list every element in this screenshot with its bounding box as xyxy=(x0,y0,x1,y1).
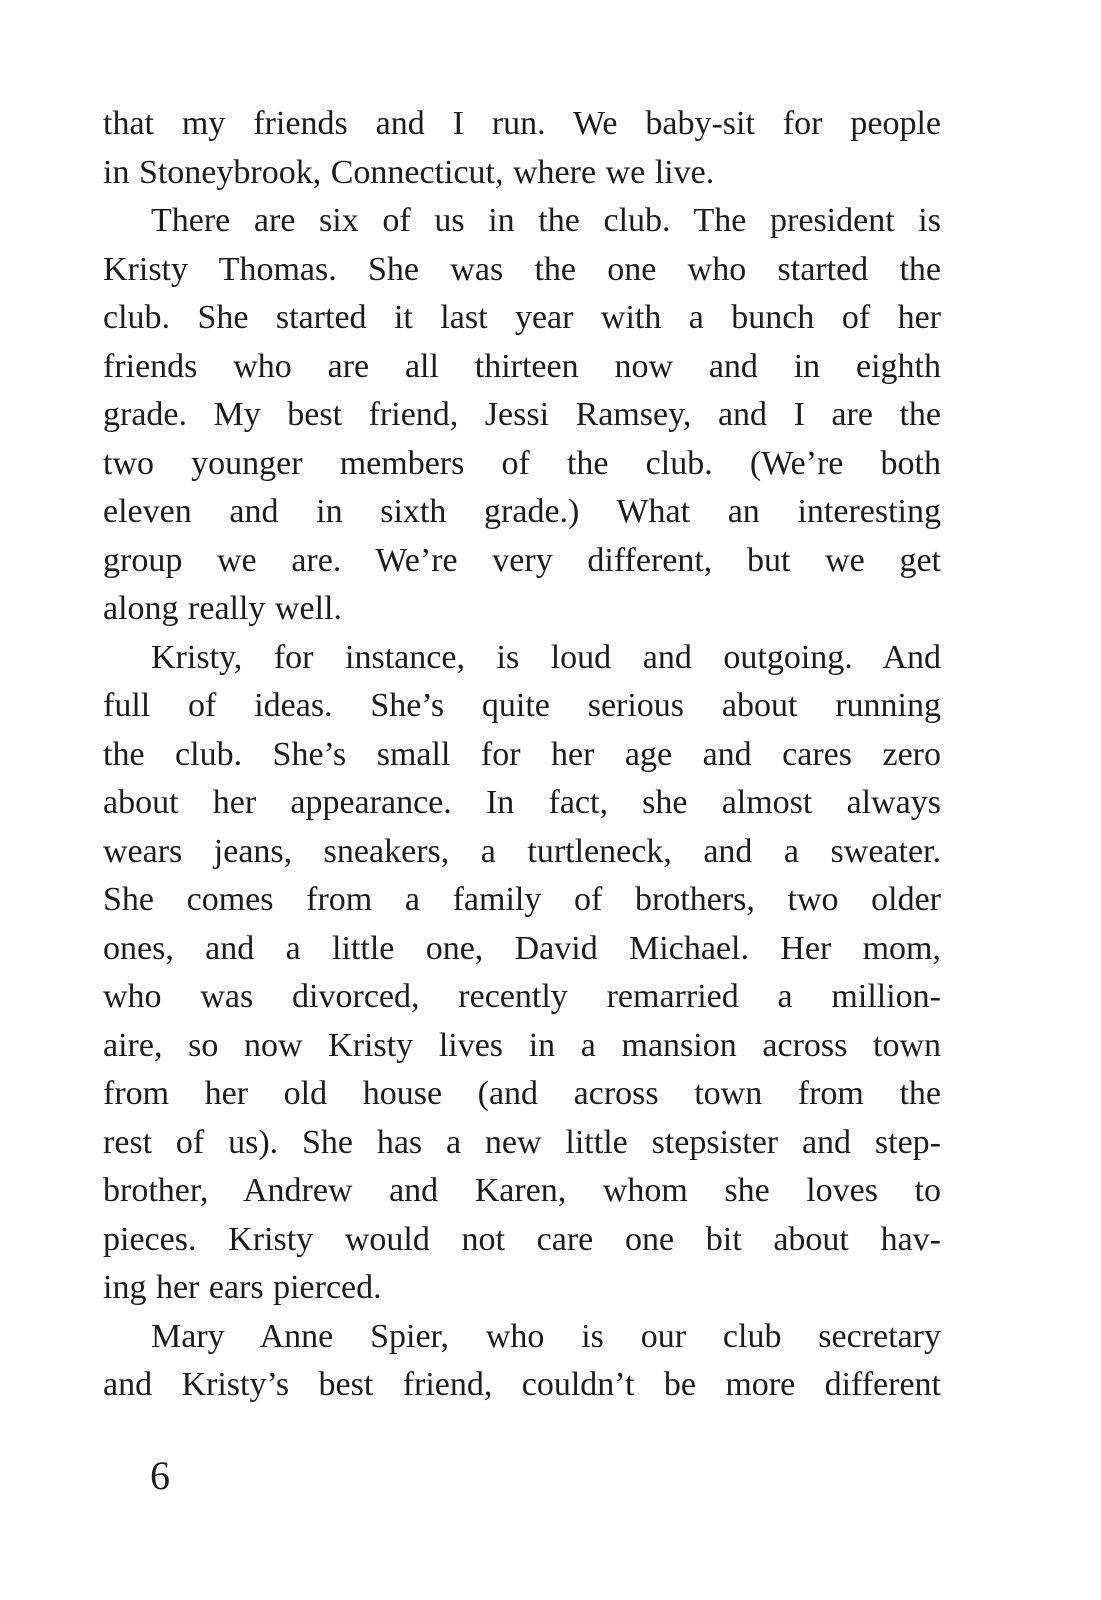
text-line: grade. My best friend, Jessi Ramsey, and I are the xyxy=(103,396,941,433)
text-line: the club. She’s small for her age and cares zero xyxy=(103,735,941,773)
text-line: from her old house (and across town from the xyxy=(103,1075,941,1112)
text-line: brother, Andrew and Karen, whom she loves to xyxy=(103,1172,941,1209)
paragraph xyxy=(103,197,941,634)
text-line: Mary Anne Spier, who is our club secretary xyxy=(151,1317,941,1355)
text-line: ing her ears pierced. xyxy=(103,1269,382,1306)
text-line: Kristy, for instance, is loud and outgoing. And xyxy=(151,638,941,676)
text-line: along really well. xyxy=(103,590,342,627)
text-line: rest of us). She has a new little stepsister and step- xyxy=(103,1123,941,1161)
text-line: ones, and a little one, David Michael. Her mom, xyxy=(103,929,941,967)
text-line: that my friends and I run. We baby-sit for people xyxy=(103,105,941,142)
text-line: and Kristy’s best friend, couldn’t be more different xyxy=(103,1366,941,1403)
text-line: aire, so now Kristy lives in a mansion across town xyxy=(103,1026,941,1064)
text-line: friends who are all thirteen now and in eighth xyxy=(103,347,941,385)
text-line: two younger members of the club. (We’re both xyxy=(103,444,941,482)
text-line: wears jeans, sneakers, a turtleneck, and a sweater. xyxy=(103,832,941,870)
text-line: eleven and in sixth grade.) What an interesting xyxy=(103,493,941,530)
page-number: 6 xyxy=(150,1453,170,1498)
text-line: in Stoneybrook, Connecticut, where we live. xyxy=(103,153,715,191)
paragraph xyxy=(103,634,941,1313)
text-line: club. She started it last year with a bunch of her xyxy=(103,299,941,336)
text-line: There are six of us in the club. The president is xyxy=(151,202,941,239)
text-line: group we are. We’re very different, but we get xyxy=(103,541,941,579)
text-line: who was divorced, recently remarried a million- xyxy=(103,978,941,1015)
body-text xyxy=(103,100,941,1410)
text-line: full of ideas. She’s quite serious about running xyxy=(103,687,941,724)
text-line: pieces. Kristy would not care one bit about hav- xyxy=(103,1220,941,1258)
text-line: Kristy Thomas. She was the one who started the xyxy=(103,250,941,288)
text-line: She comes from a family of brothers, two older xyxy=(103,881,941,918)
paragraph xyxy=(103,1313,941,1410)
text-line: about her appearance. In fact, she almost always xyxy=(103,784,941,821)
paragraph xyxy=(103,100,941,197)
